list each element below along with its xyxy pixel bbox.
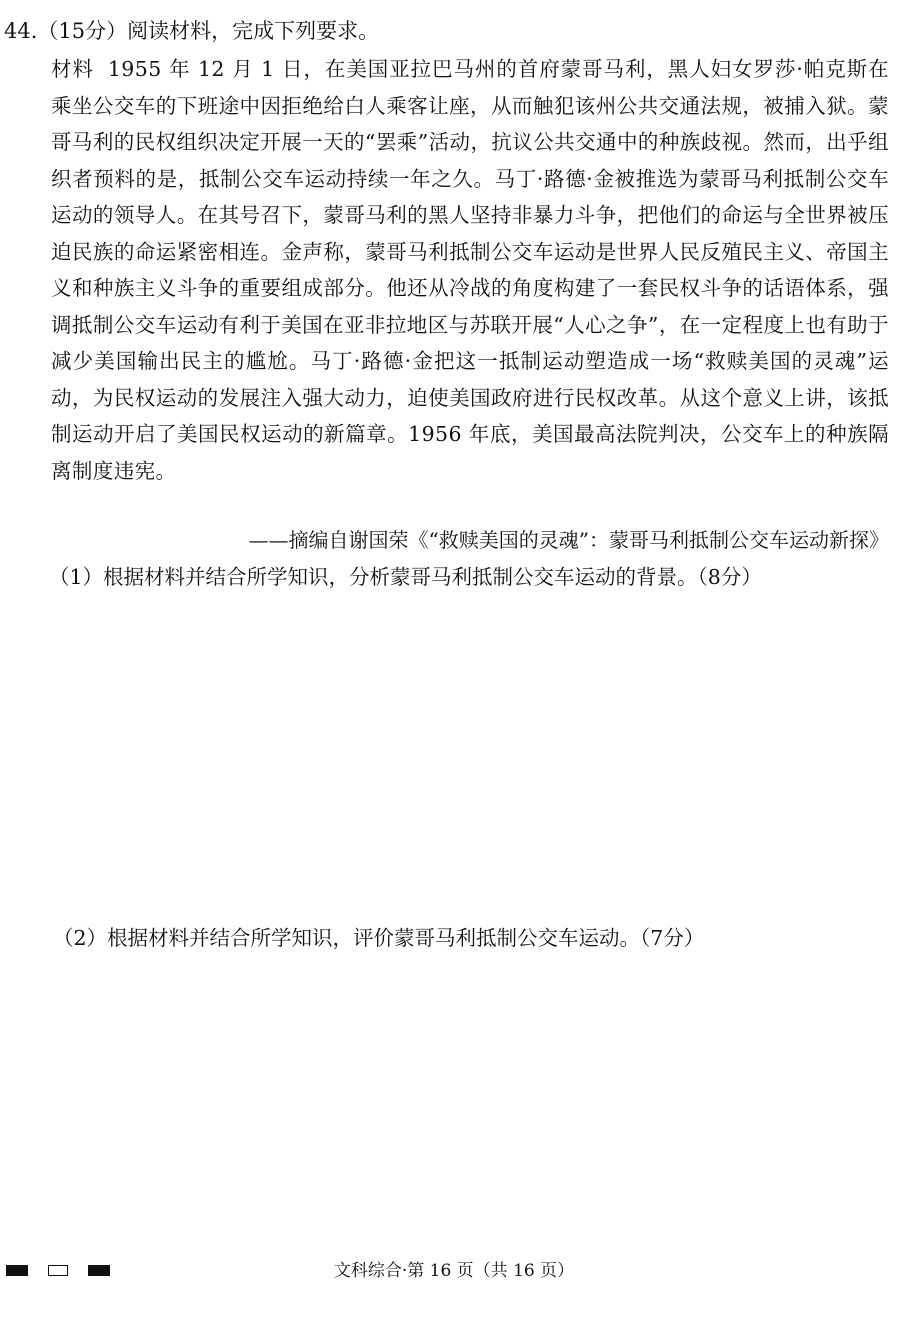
question-header: 44.（15分）阅读材料，完成下列要求。: [4, 19, 380, 43]
material-passage: [51, 51, 889, 489]
material-label: 材料: [51, 57, 94, 81]
page-footer: [0, 1256, 900, 1286]
page-number: 文科综合·第 16 页（共 16 页）: [333, 1261, 575, 1281]
material-text: 1955 年 12 月 1 日，在美国亚拉巴马州的首府蒙哥马利，黑人妇女罗莎·帕克斯在乘坐公交车的下班途中因拒绝给白人乘客让座，从而触犯该州公共交通法规，被捕入狱。蒙哥马利的民权组织决定开展一天的“罢乘”活动，抗议公共交通中的种族歧视。然而，出乎组织者预料的是，抵制公交车运动持续一年之久。马丁·路德·金被推选为蒙哥马利抵制公交车运动的领导人。在其号召下，蒙哥马利的黑人坚持非暴力斗争，把他们的命运与全世界被压迫民族的命运紧密相连。金声称，蒙哥马利抵制公交车运动是世界人民反殖民主义、帝国主义和种族主义斗争的重要组成部分。他还从冷战的角度构建了一套民权斗争的话语体系，强调抵制公交车运动有利于美国在亚非拉地区与苏联开展“人心之争”，在一定程度上也有助于减少美国输出民主的尴尬。马丁·路德·金把这一抵制运动塑造成一场“救赎美国的灵魂”运动，为民权运动的发展注入强大动力，迫使美国政府进行民权改革。从这个意义上讲，该抵制运动开启了美国民权运动的新篇章。1956 年底，美国最高法院判决，公交车上的种族隔离制度违宪。: [51, 57, 889, 483]
sub-question-1: （1）根据材料并结合所学知识，分析蒙哥马利抵制公交车运动的背景。（8分）: [49, 565, 762, 589]
sub-question-2: （2）根据材料并结合所学知识，评价蒙哥马利抵制公交车运动。（7分）: [53, 926, 705, 950]
material-source: ——摘编自谢国荣《“救赎美国的灵魂”：蒙哥马利抵制公交车运动新探》: [248, 528, 889, 552]
